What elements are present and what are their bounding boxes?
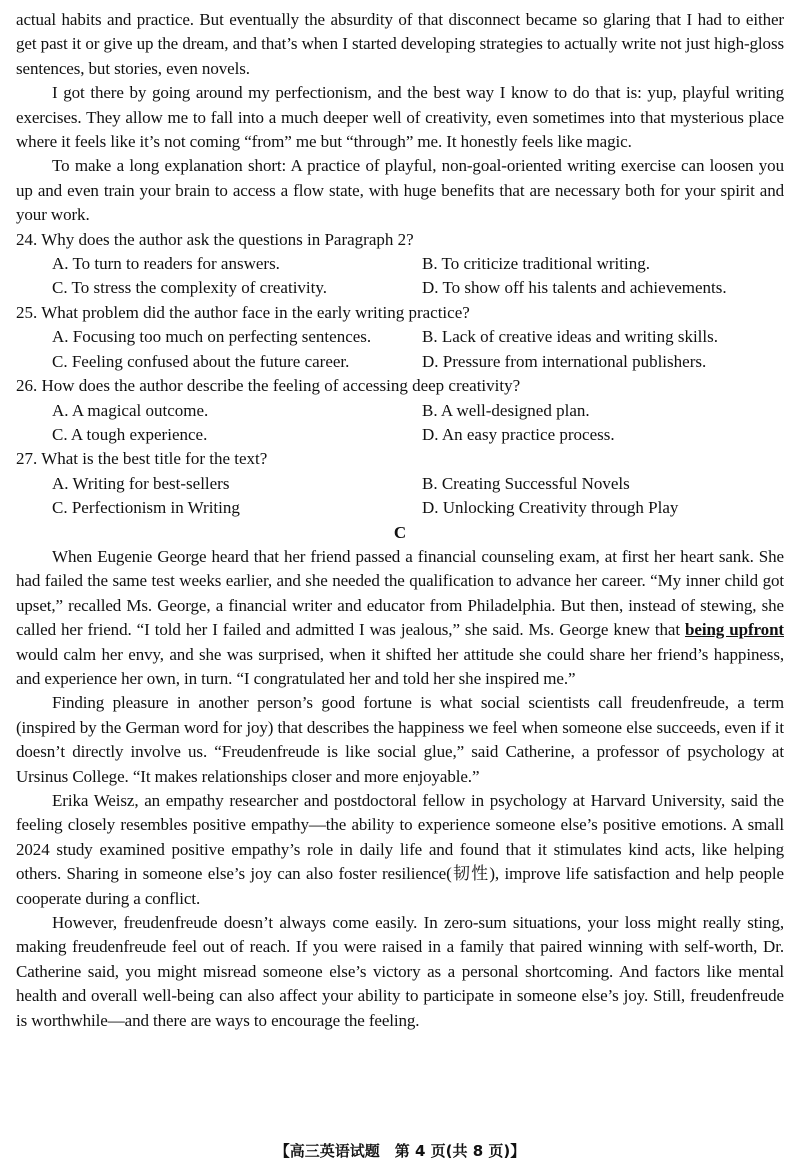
options bbox=[52, 399, 784, 448]
option-c: C. Perfectionism in Writing bbox=[52, 498, 240, 518]
option-c: C. Feeling confused about the future career. bbox=[52, 351, 350, 371]
question-stem: 25. What problem did the author face in the early writing practice? bbox=[16, 302, 470, 322]
option-a: A. Writing for best-sellers bbox=[52, 473, 230, 493]
question-25 bbox=[16, 301, 784, 374]
option-d: D. An easy practice process. bbox=[422, 424, 615, 444]
question-stem: 24. Why does the author ask the questions in Paragraph 2? bbox=[16, 229, 414, 249]
option-d: D. To show off his talents and achievements. bbox=[422, 278, 727, 298]
exam-page bbox=[16, 8, 784, 1033]
question-stem: 26. How does the author describe the feeling of accessing deep creativity? bbox=[16, 376, 521, 396]
paragraph: actual habits and practice. But eventually the absurdity of that disconnect became so glaring that I had to either get past it or give up the dream, and that’s when I started developing strategies to actually write not just high-gloss sentences, but stories, even novels. bbox=[16, 10, 784, 78]
paragraph: Finding pleasure in another person’s good fortune is what social scientists call freudenfreude, a term (inspired by the German word for joy) that describes the happiness we feel when someone else succeeds, even if it doesn’t directly involve us. “Freudenfreude is like social glue,” said Catherine, a professor of psychology at Ursinus College. “It makes relationships closer and more enjoyable.” bbox=[16, 693, 784, 786]
option-a: A. To turn to readers for answers. bbox=[52, 254, 280, 274]
option-a: A. A magical outcome. bbox=[52, 400, 209, 420]
paragraph: However, freudenfreude doesn’t always come easily. In zero-sum situations, your loss might really sting, making freudenfreude feel out of reach. If you were raised in a family that paired winning with self-worth, Dr. Catherine said, you might misread someone else’s victory as a personal shortcoming. And factors like mental health and overall well-being can also affect your ability to participate in someone else’s joy. Still, freudenfreude is worthwhile—and there are ways to encourage the feeling. bbox=[16, 913, 784, 1030]
option-d: D. Pressure from international publishers. bbox=[422, 351, 707, 371]
option-c: C. A tough experience. bbox=[52, 424, 208, 444]
paragraph: Erika Weisz, an empathy researcher and postdoctoral fellow in psychology at Harvard University, said the feeling closely resembles positive empathy—the ability to experience someone else’s positive emotions. A small 2024 study examined positive empathy’s role in daily life and found that it stimulates kind acts, like helping others. Sharing in someone else’s joy can also foster resilience(韧性), improve life satisfaction and help people cooperate during a conflict. bbox=[16, 791, 784, 908]
option-b: B. To criticize traditional writing. bbox=[422, 254, 650, 274]
option-b: B. A well-designed plan. bbox=[422, 400, 590, 420]
underlined-phrase: being upfront bbox=[685, 620, 784, 640]
page-footer: 【高三英语试题 第 4 页(共 8 页)】 bbox=[274, 1142, 526, 1160]
question-24 bbox=[16, 228, 784, 301]
question-stem: 27. What is the best title for the text? bbox=[16, 449, 268, 469]
paragraph bbox=[16, 545, 784, 691]
question-26 bbox=[16, 374, 784, 447]
section-label: C bbox=[393, 522, 407, 542]
paragraph-text: would calm her envy, and she was surprised, when it shifted her attitude she could share her friend’s happiness, and experience her own, in turn. “I congratulated her and told her she inspired me.” bbox=[16, 644, 784, 688]
question-27 bbox=[16, 447, 784, 520]
option-d: D. Unlocking Creativity through Play bbox=[422, 498, 679, 518]
paragraph-text: When Eugenie George heard that her friend passed a financial counseling exam, at first her heart sank. She had failed the same test weeks earlier, and she needed the qualification to advance her career. “My inner child got upset,” recalled Ms. George, a financial writer and educator from Philadelphia. But then, instead of stewing, she called her friend. “I told her I failed and admitted I was jealous,” she said. Ms. George knew that bbox=[16, 546, 784, 640]
option-b: B. Lack of creative ideas and writing skills. bbox=[422, 327, 718, 347]
option-c: C. To stress the complexity of creativity. bbox=[52, 278, 328, 298]
option-a: A. Focusing too much on perfecting sentences. bbox=[52, 327, 372, 347]
options bbox=[52, 325, 784, 374]
paragraph: I got there by going around my perfectionism, and the best way I know to do that is: yup, playful writing exercises. They allow me to fall into a much deeper well of creativity, even sometimes into that mysterious place where it feels like it’s not coming “from” me but “through” me. It honestly feels like magic. bbox=[16, 83, 784, 152]
paragraph: To make a long explanation short: A practice of playful, non-goal-oriented writing exercise can loosen you up and even train your brain to access a flow state, with huge benefits that are necessary both for your spirit and your work. bbox=[16, 156, 784, 225]
options bbox=[52, 472, 784, 521]
option-b: B. Creating Successful Novels bbox=[422, 473, 630, 493]
options bbox=[52, 252, 784, 301]
